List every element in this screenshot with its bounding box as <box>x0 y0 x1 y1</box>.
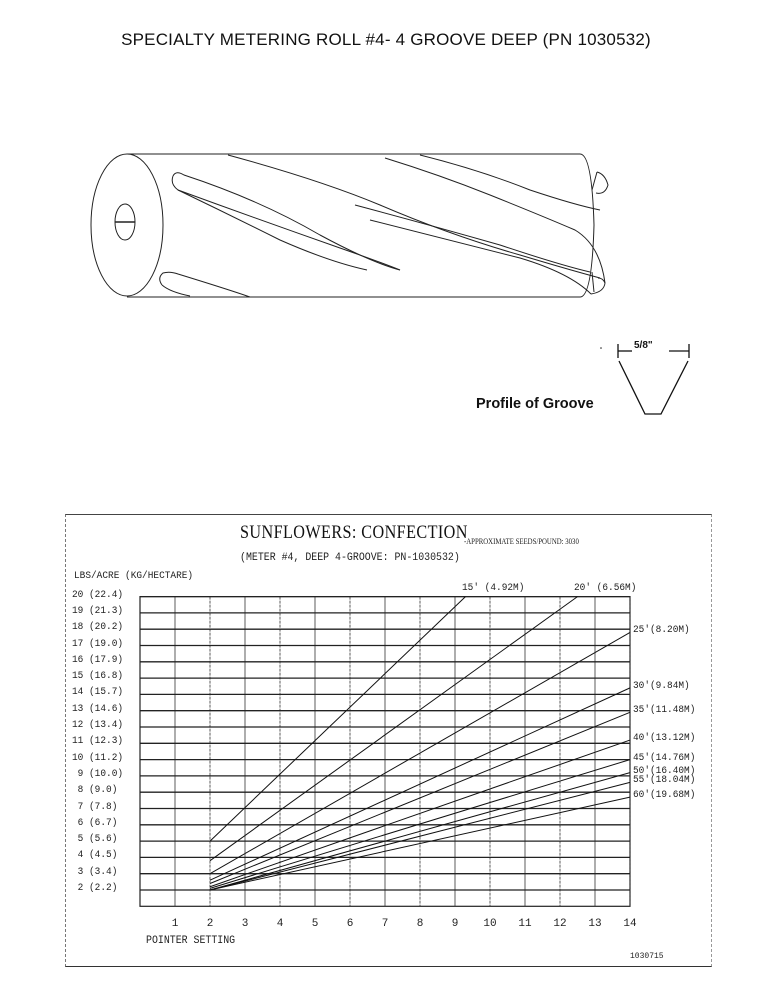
series-label: 25'(8.20M) <box>633 624 690 637</box>
page-title: SPECIALTY METERING ROLL #4- 4 GROOVE DEEP (PN 1030532) <box>121 30 651 49</box>
x-tick-label: 3 <box>241 918 249 930</box>
x-tick-label: 10 <box>483 918 497 930</box>
x-tick-label: 8 <box>416 918 424 930</box>
chart-title: SUNFLOWERS: CONFECTION <box>240 522 468 543</box>
groove-width-dimension: 5/8" <box>634 340 653 351</box>
groove-profile-diagram <box>618 344 689 414</box>
y-tick-label: 9 (10.0) <box>72 767 124 780</box>
series-label: 35'(11.48M) <box>633 704 696 717</box>
y-tick-label: 3 (3.4) <box>72 865 118 878</box>
x-tick-label: 11 <box>518 918 532 930</box>
y-tick-label: 14 (15.7) <box>72 686 124 699</box>
y-tick-label: 17 (19.0) <box>72 637 124 650</box>
y-tick-label: 12 (13.4) <box>72 719 124 731</box>
chart-subtitle: (METER #4, DEEP 4-GROOVE: PN-1030532) <box>240 552 460 564</box>
y-tick-label: 2 (2.2) <box>72 882 118 894</box>
series-label: 15' (4.92M) <box>462 581 525 594</box>
metering-roll-illustration <box>0 0 772 440</box>
y-tick-label: 11 (12.3) <box>72 735 124 748</box>
x-tick-label: 13 <box>588 918 602 930</box>
series-label: 45'(14.76M) <box>633 751 696 764</box>
x-tick-label: 6 <box>346 918 354 930</box>
y-axis-label: LBS/ACRE (KG/HECTARE) <box>74 570 194 582</box>
x-tick-label: 14 <box>623 918 637 930</box>
series-label: 55'(18.04M) <box>633 774 696 787</box>
y-tick-label: 5 (5.6) <box>72 833 118 846</box>
y-tick-label: 7 (7.8) <box>72 800 118 813</box>
x-axis-label: POINTER SETTING <box>146 935 236 947</box>
y-tick-label: 4 (4.5) <box>72 849 118 862</box>
y-tick-label: 19 (21.3) <box>72 604 124 617</box>
series-label: 50'(16.40M) <box>633 764 696 777</box>
series-label: 40'(13.12M) <box>633 732 696 745</box>
chart-note: -APPROXIMATE SEEDS/POUND: 3030 <box>464 537 579 546</box>
series-label: 60'(19.68M) <box>633 789 696 802</box>
x-tick-label: 12 <box>553 918 567 930</box>
y-tick-label: 16 (17.9) <box>72 653 124 666</box>
x-tick-label: 9 <box>451 918 459 930</box>
x-tick-label: 1 <box>171 918 179 930</box>
groove-profile-label: Profile of Groove <box>476 396 594 412</box>
y-tick-label: 6 (6.7) <box>72 816 118 829</box>
x-tick-label: 5 <box>311 918 319 930</box>
x-tick-label: 2 <box>206 918 214 930</box>
series-label: 20' (6.56M) <box>574 581 637 594</box>
y-tick-label: 10 (11.2) <box>72 751 124 764</box>
y-tick-label: 8 (9.0) <box>72 784 118 797</box>
series-label: 30'(9.84M) <box>633 679 690 692</box>
x-tick-label: 4 <box>276 918 284 930</box>
x-tick-label: 7 <box>381 918 389 930</box>
y-tick-label: 15 (16.8) <box>72 670 124 683</box>
y-tick-label: 18 (20.2) <box>72 621 124 634</box>
y-tick-label: 20 (22.4) <box>72 588 124 601</box>
y-tick-label: 13 (14.6) <box>72 702 124 715</box>
document-number: 1030715 <box>630 952 664 961</box>
